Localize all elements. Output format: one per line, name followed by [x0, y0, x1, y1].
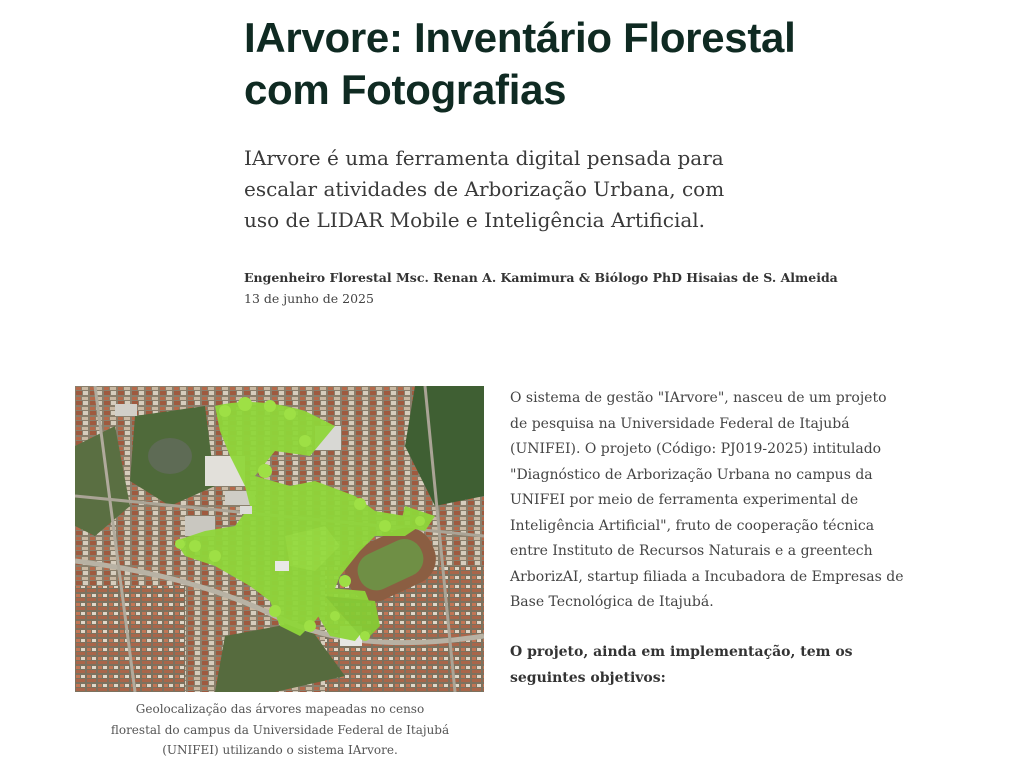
satellite-map-icon	[75, 386, 484, 692]
satellite-map-image	[75, 386, 484, 692]
article-subtitle: IArvore é uma ferramenta digital pensada para escalar atividades de Arborização Urbana, com uso de LIDAR Mobile e Inteligência Artificial.	[244, 146, 725, 232]
article-authors: Engenheiro Florestal Msc. Renan A. Kamimura & Biólogo PhD Hisaias de S. Almeida	[244, 270, 838, 285]
figure-caption: Geolocalização das árvores mapeadas no censo florestal do campus da Universidade Federal de Itajubá (UNIFEI) utilizando o sistema IArvore.	[110, 702, 450, 757]
objectives-heading: O projeto, ainda em implementação, tem os seguintes objetivos:	[510, 644, 853, 686]
article-date: 13 de junho de 2025	[244, 291, 374, 306]
article-title: IArvore: Inventário Florestal com Fotografias	[244, 14, 796, 113]
article-paragraph: O sistema de gestão "IArvore", nasceu de um projeto de pesquisa na Universidade Federal de Itajubá (UNIFEI). O projeto (Código: PJ019-2025) intitulado "Diagnóstico de Arborização Urbana no campus da UNIFEI por meio de ferramenta experimental de Inteligência Artificial", fruto de cooperação técnica entre Instituto de Recursos Naturais e a greentech ArborizAI, startup filiada a Incubadora de Empresas de Base Tecnológica de Itajubá.	[510, 390, 904, 610]
